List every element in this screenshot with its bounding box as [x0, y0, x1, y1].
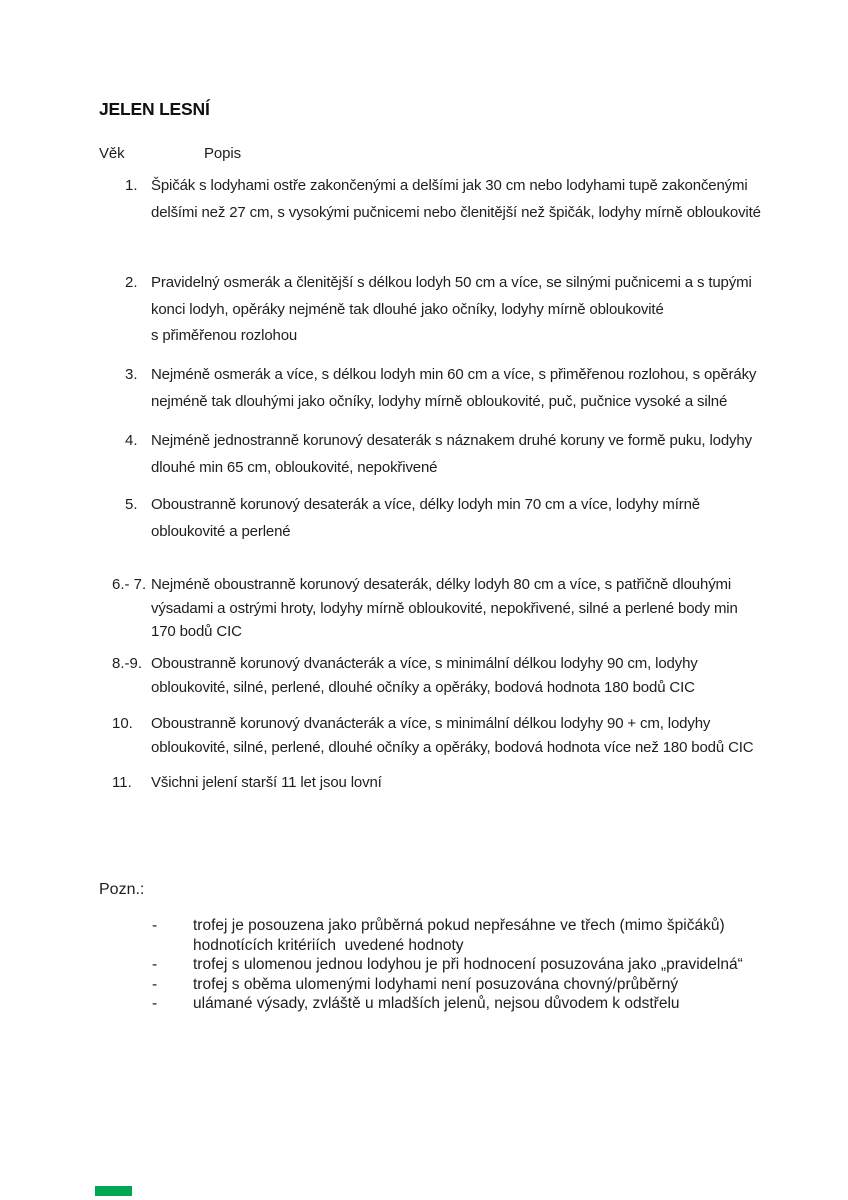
list-item-line: Nejméně jednostranně korunový desaterák s náznakem druhé koruny ve formě puku, lodyhy [151, 432, 752, 449]
page-title: JELEN LESNÍ [99, 99, 210, 119]
list-item-line: obloukovité a perlené [151, 522, 291, 540]
notes-label: Pozn.: [99, 881, 145, 898]
list-item-2 [0, 270, 848, 350]
notes-list [152, 916, 743, 1014]
list-item-number: 8.-9. [112, 655, 143, 672]
list-item-line: Všichni jelení starší 11 let jsou lovní [151, 774, 382, 791]
note-item [152, 916, 743, 955]
list-item-number: 2. [125, 274, 138, 291]
list-item-number: 6.- 7. [112, 576, 147, 593]
note-line: ulámané výsady, zvláště u mladších jelenů, nejsou důvodem k odstřelu [193, 995, 680, 1012]
list-item-11 [0, 771, 848, 795]
list-item-line: 170 bodů CIC [151, 623, 242, 640]
list-item-line: výsadami a ostrými hroty, lodyhy mírně obloukovité, nepokřivené, silné a perlené body min [151, 599, 738, 617]
list-item-line: dlouhé min 65 cm, obloukovité, nepokřivené [151, 458, 438, 476]
list-item-number: 10. [112, 715, 133, 732]
column-header-description: Popis [204, 145, 242, 162]
list-item-number: 11. [112, 774, 132, 791]
list-item-3 [0, 362, 848, 415]
note-line: trofej je posouzena jako průběrná pokud nepřesáhne ve třech (mimo špičáků) [193, 917, 725, 934]
list-item-line: nejméně tak dlouhými jako očníky, lodyhy mírně obloukovité, puč, pučnice vysoké a silné [151, 392, 728, 410]
list-item-6-7 [0, 573, 848, 644]
dash-bullet: - [152, 975, 158, 993]
list-item-line: Oboustranně korunový dvanácterák a více, s minimální délkou lodyhy 90 + cm, lodyhy [151, 715, 711, 732]
list-item-line: Nejméně osmerák a více, s délkou lodyh min 60 cm a více, s přiměřenou rozlohou, s opěráky [151, 366, 757, 383]
note-item [152, 994, 743, 1014]
green-marker-bar [95, 1186, 132, 1196]
list-item-line: s přiměřenou rozlohou [151, 327, 298, 344]
list-item-line: konci lodyh, opěráky nejméně tak dlouhé jako očníky, lodyhy mírně obloukovité [151, 300, 664, 318]
note-item [152, 975, 743, 995]
dash-bullet: - [152, 917, 158, 934]
note-line: trofej s oběma ulomenými lodyhami není posuzována chovný/průběrný [193, 975, 679, 993]
list-item-number: 1. [125, 177, 138, 194]
list-item-4 [0, 428, 848, 481]
list-item-line: obloukovité, silné, perlené, dlouhé očníky a opěráky, bodová hodnota více než 180 bodů CIC [151, 738, 754, 756]
list-item-line: Oboustranně korunový dvanácterák a více, s minimální délkou lodyhy 90 cm, lodyhy [151, 655, 698, 672]
list-item-line: Oboustranně korunový desaterák a více, délky lodyh min 70 cm a více, lodyhy mírně [151, 496, 700, 513]
list-item-number: 5. [125, 496, 138, 513]
list-item-8-9 [0, 652, 848, 699]
note-item [152, 955, 743, 975]
note-line: hodnotících kritériích uvedené hodnoty [193, 936, 464, 954]
list-item-number: 3. [125, 366, 138, 383]
list-item-line: obloukovité, silné, perlené, dlouhé očníky a opěráky, bodová hodnota 180 bodů CIC [151, 678, 695, 696]
list-item-line: Špičák s lodyhami ostře zakončenými a delšími jak 30 cm nebo lodyhami tupě zakončenými [151, 177, 748, 194]
list-item-line: Nejméně oboustranně korunový desaterák, délky lodyh 80 cm a více, s patřičně dlouhými [151, 576, 732, 593]
note-line: trofej s ulomenou jednou lodyhou je při hodnocení posuzována jako „pravidelná“ [193, 956, 743, 973]
list-item-5 [0, 492, 848, 545]
dash-bullet: - [152, 995, 158, 1012]
column-header-age: Věk [99, 145, 125, 162]
column-header-row [99, 145, 241, 162]
list-item-1 [0, 173, 848, 226]
list-item-10 [0, 712, 848, 759]
list-item-line: delšími než 27 cm, s vysokými pučnicemi nebo členitější než špičák, lodyhy mírně obloukovité [151, 203, 761, 221]
list-item-line: Pravidelný osmerák a členitější s délkou lodyh 50 cm a více, se silnými pučnicemi a s tupými [151, 274, 752, 291]
dash-bullet: - [152, 956, 158, 973]
list-item-number: 4. [125, 432, 138, 449]
